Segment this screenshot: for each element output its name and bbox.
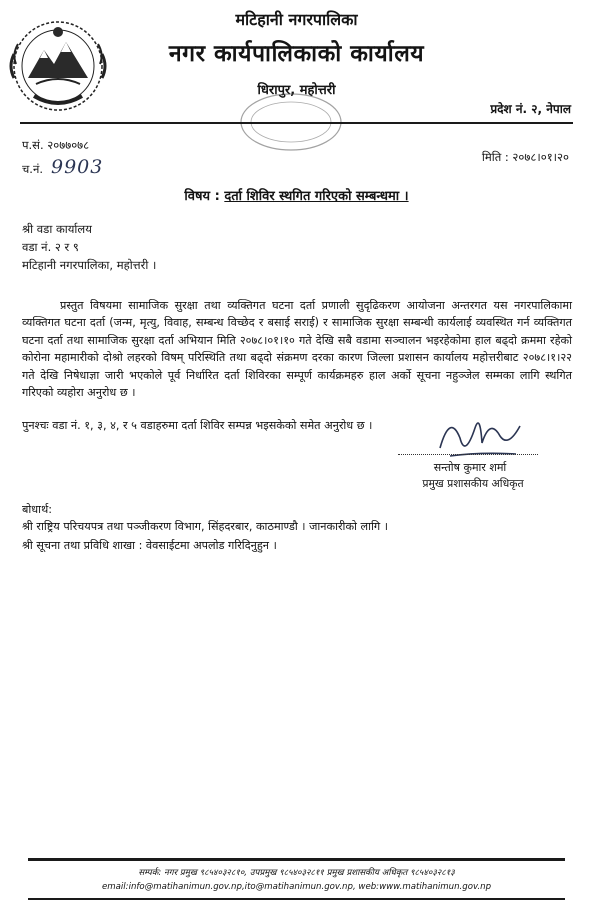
addressee-line-3: मटिहानी नगरपालिका, महोत्तरी । xyxy=(22,258,157,272)
cc-item: श्री राष्ट्रिय परिचयपत्र तथा पञ्जीकरण विभाग, सिंहदरबार, काठमाण्डौ । जानकारीको लागि । xyxy=(22,520,388,533)
body-text: प्रस्तुत विषयमा सामाजिक सुरक्षा तथा व्यक्तिगत घटना दर्ता प्रणाली सुदृढिकरण आयोजना अन्तरगत यस नगरपालिकामा व्यक्तिगत घटना दर्ता (जन्म, मृत्यु, विवाह, सम्बन्ध विच्छेद र बसाई सराई) र सामाजिक सुरक्षा सम्बन्धी कार्यलाई व्यवस्थित गर्न व्यक्तिगत घटना दर्ता तथा सामाजिक सुरक्षा दर्ता अभियान मिति २०७८।०१।१० गते देखि सबै वडामा सञ्चालन भइरहेकोमा हाल बढ्दो क्रममा रहेको कोरोना महामारीको दोश्रो लहरको विषम् परिस्थिति तथा बढ्दो संक्रमण दरका कारण जिल्ला प्रशासन कार्यालय महोत्तरीबाट २०७८।१।२२ गते देखि निषेधाज्ञा जारी भएकोले पूर्व निर्धारित दर्ता शिविरका सम्पूर्ण कार्यक्रमहरु हाल अर्को सूचना नहुञ्जेल सम्मका लागि स्थगित गरिएको व्यहोरा अनुरोध छ । xyxy=(22,299,572,400)
signatory-title: प्रमुख प्रशासकीय अधिकृत xyxy=(422,477,524,490)
footer-rule-top xyxy=(28,858,565,861)
dispatch-ref xyxy=(22,156,103,178)
letter-date: मिति : २०७८।०१।२० xyxy=(481,150,569,164)
postscript: पुनश्चः वडा नं. १, ३, ४, र ५ वडाहरुमा दर्ता शिविर सम्पन्न भइसकेको समेत अनुरोध छ । xyxy=(22,419,373,432)
body-paragraph xyxy=(22,297,572,401)
signature xyxy=(420,408,530,468)
office-stamp xyxy=(236,92,346,156)
municipality-name: मटिहानी नगरपालिका xyxy=(235,10,358,29)
cc-heading: बोधार्थ: xyxy=(22,503,52,516)
dispatch-number: 9903 xyxy=(51,156,104,178)
fiscal-year-ref: प.सं. २०७७०७८ xyxy=(22,138,90,152)
footer-web: email:info@matihanimun.gov.np,ito@matihanimun.gov.np, web:www.matihanimun.gov.np xyxy=(101,882,492,892)
subject-label: विषय : xyxy=(184,189,220,204)
addressee-line-2: वडा नं. २ र ९ xyxy=(22,240,79,254)
footer-contact: सम्पर्क: नगर प्रमुख ९८५४०३२८१०, उपप्रमुख ९८५४०३२८११ प्रमुख प्रशासकीय अधिकृत ९८५४०३२८१३ xyxy=(138,868,455,878)
header-rule xyxy=(20,122,573,124)
cc-item: श्री सूचना तथा प्रविधि शाखा : वेवसाईटमा अपलोड गरिदिनुहुन । xyxy=(22,539,277,552)
addressee-line-1: श्री वडा कार्यालय xyxy=(22,222,92,236)
province-label: प्रदेश नं. २, नेपाल xyxy=(490,102,571,116)
subject-text: दर्ता शिविर स्थगित गरिएको सम्बन्धमा । xyxy=(224,189,409,204)
signature-line xyxy=(398,454,538,455)
footer-rule-bottom xyxy=(28,898,565,900)
headquarters-location: धिरापुर, महोत्तरी xyxy=(257,83,336,98)
dispatch-label: च.नं. xyxy=(22,162,43,176)
subject-line xyxy=(0,186,593,204)
office-title: नगर कार्यपालिकाको कार्यालय xyxy=(168,41,425,67)
signatory-name: सन्तोष कुमार शर्मा xyxy=(433,461,507,474)
